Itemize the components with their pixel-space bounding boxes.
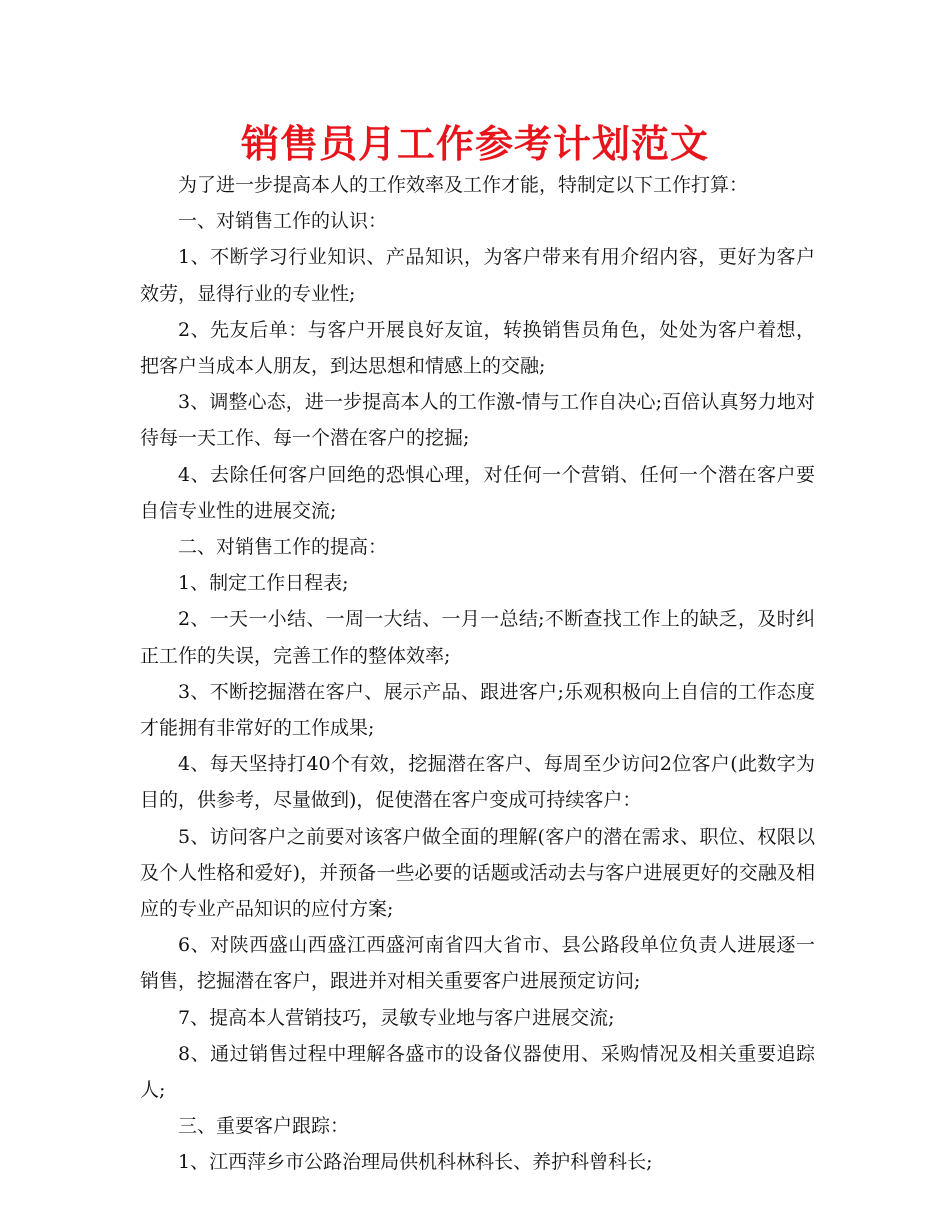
- paragraph-improvement-1: 1、制定工作日程表;: [178, 572, 349, 595]
- document-body: [140, 167, 815, 1181]
- paragraph-improvement-4: 4、每天坚持打40个有效，挖掘潜在客户、每周至少访问2位客户(此数字为目的，供参考，尽量做到)，促使潜在客户变成可持续客户：: [140, 753, 815, 812]
- paragraph-improvement-7: 7、提高本人营销技巧，灵敏专业地与客户进展交流;: [178, 1006, 615, 1029]
- paragraph-understanding-4: 4、去除任何客户回绝的恐惧心理，对任何一个营销、任何一个潜在客户要自信专业性的进展交流;: [140, 463, 815, 522]
- document-title: 销售员月工作参考计划范文: [240, 122, 709, 166]
- paragraph-improvement-3: 3、不断挖掘潜在客户、展示产品、跟进客户;乐观积极向上自信的工作态度才能拥有非常好的工作成果;: [140, 680, 815, 740]
- paragraph-key-clients-1: 1、江西萍乡市公路治理局供机科林科长、养护科曾科长;: [178, 1151, 653, 1174]
- section-heading-understanding: 一、对销售工作的认识：: [178, 210, 388, 233]
- section-heading-improvement: 二、对销售工作的提高：: [178, 536, 388, 559]
- paragraph-understanding-3: 3、调整心态，进一步提高本人的工作激-情与工作自决心;百倍认真努力地对待每一天工作、每一个潜在客户的挖掘;: [140, 391, 815, 450]
- paragraph-intro: 为了进一步提高本人的工作效率及工作才能，特制定以下工作打算：: [178, 174, 749, 196]
- paragraph-understanding-2: 2、先友后单：与客户开展良好友谊，转换销售员角色，处处为客户着想，把客户当成本人朋友，到达思想和情感上的交融;: [140, 318, 815, 378]
- paragraph-improvement-2: 2、一天一小结、一周一大结、一月一总结;不断查找工作上的缺乏，及时纠正工作的失误，完善工作的整体效率;: [140, 608, 815, 667]
- paragraph-improvement-8: 8、通过销售过程中理解各盛市的设备仪器使用、采购情况及相关重要追踪人;: [140, 1042, 815, 1102]
- paragraph-improvement-6: 6、对陕西盛山西盛江西盛河南省四大省市、县公路段单位负责人进展逐一销售，挖掘潜在客户，跟进并对相关重要客户进展预定访问;: [140, 934, 815, 993]
- paragraph-understanding-1: 1、不断学习行业知识、产品知识，为客户带来有用介绍内容，更好为客户效劳，显得行业的专业性;: [140, 246, 815, 305]
- section-heading-key-clients: 三、重要客户跟踪：: [178, 1115, 350, 1138]
- paragraph-improvement-5: 5、访问客户之前要对该客户做全面的理解(客户的潜在需求、职位、权限以及个人性格和爱好)，并预备一些必要的话题或活动去与客户进展更好的交融及相应的专业产品知识的应付方案;: [140, 825, 815, 921]
